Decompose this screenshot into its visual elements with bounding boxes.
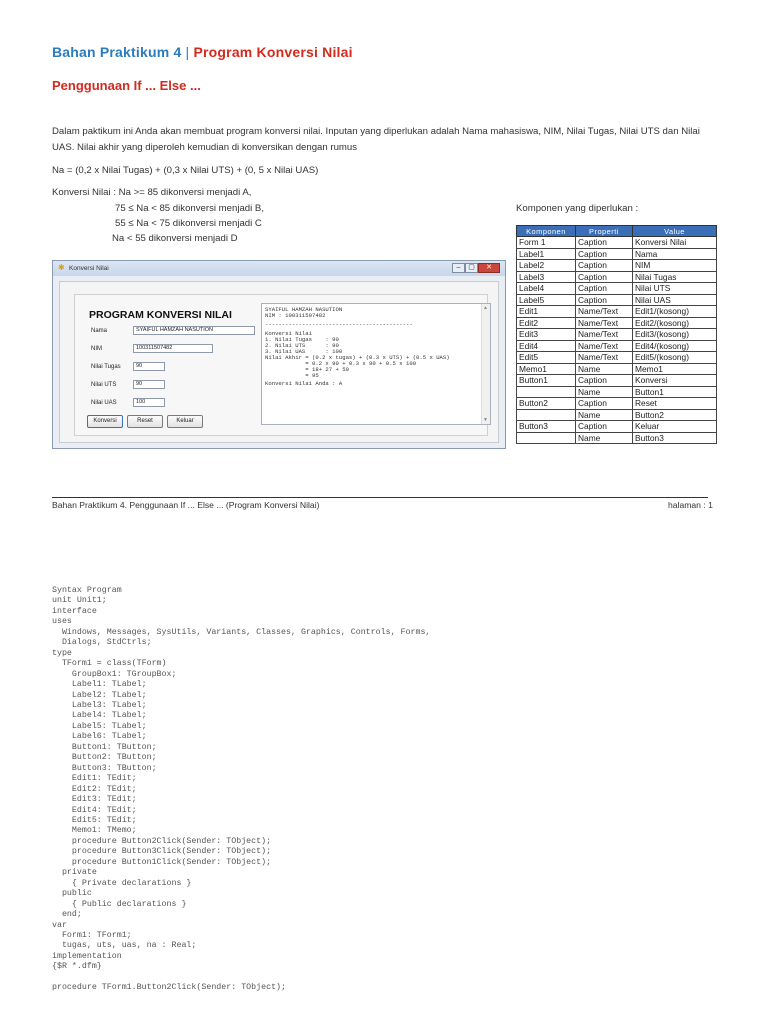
edit-nama[interactable]: SYAIFUL HAMZAH NASUTION: [133, 326, 255, 335]
group-box: [74, 294, 488, 436]
code-line: Label3: TLabel;: [52, 700, 147, 710]
document-subtitle: Penggunaan If ... Else ...: [52, 78, 201, 93]
label-uas: Nilai UAS: [91, 400, 117, 406]
cell-komponen: Button2: [517, 398, 576, 410]
table-row: [517, 271, 717, 283]
cell-komponen: Label5: [517, 294, 576, 306]
code-line: Button1: TButton;: [52, 742, 157, 752]
edit-tugas[interactable]: 90: [133, 362, 165, 371]
table-row: [517, 409, 717, 421]
memo-line: NIM : 100311507482: [265, 312, 326, 319]
app-icon: ✱: [58, 263, 65, 272]
cell-value: Button3: [633, 432, 717, 444]
code-line: { Public declarations }: [52, 899, 187, 909]
window-titlebar: [53, 261, 505, 276]
table-header-row: [517, 226, 717, 237]
edit-uts[interactable]: 90: [133, 380, 165, 389]
code-line: Label4: TLabel;: [52, 711, 147, 721]
komponen-table: [516, 225, 717, 444]
code-line: tugas, uts, uas, na : Real;: [52, 941, 197, 951]
code-line: Edit3: TEdit;: [52, 795, 137, 805]
cell-komponen: Button1: [517, 375, 576, 387]
label-nim: NIM: [91, 346, 102, 352]
cell-komponen: Edit5: [517, 352, 576, 364]
code-line: var: [52, 920, 67, 930]
code-line: Edit2: TEdit;: [52, 784, 137, 794]
code-line: GroupBox1: TGroupBox;: [52, 669, 177, 679]
table-row: [517, 340, 717, 352]
cell-komponen: Edit1: [517, 306, 576, 318]
minimize-button[interactable]: –: [452, 263, 465, 273]
table-row: [517, 375, 717, 387]
cell-properti: Name/Text: [576, 306, 633, 318]
code-line: implementation: [52, 951, 122, 961]
header-komponen: Komponen: [517, 226, 576, 237]
memo-scrollbar[interactable]: [481, 304, 490, 424]
memo-line: 2. Nilai UTS : 90: [265, 342, 339, 349]
cell-value: Keluar: [633, 421, 717, 433]
cell-value: Edit3/(kosong): [633, 329, 717, 341]
cell-properti: Caption: [576, 260, 633, 272]
memo-line: Nilai Akhir = (0.2 x tugas) + (0.3 x UTS) + (0.5 x UAS): [265, 354, 450, 361]
code-line: Label1: TLabel;: [52, 680, 147, 690]
code-line: Label5: TLabel;: [52, 721, 147, 731]
konversi-line-3: 55 ≤ Na < 75 dikonversi menjadi C: [115, 218, 262, 229]
cell-value: Edit4/(kosong): [633, 340, 717, 352]
table-row: [517, 421, 717, 433]
cell-properti: Name: [576, 432, 633, 444]
code-line: interface: [52, 606, 97, 616]
code-line: procedure TForm1.Button2Click(Sender: TObject);: [52, 983, 287, 993]
label-uts: Nilai UTS: [91, 382, 117, 388]
memo-line: 1. Nilai Tugas : 90: [265, 336, 339, 343]
memo-line: Konversi Nilai: [265, 330, 312, 337]
cell-komponen: Label4: [517, 283, 576, 295]
code-line: end;: [52, 910, 82, 920]
cell-properti: Caption: [576, 294, 633, 306]
table-row: [517, 363, 717, 375]
cell-properti: Caption: [576, 248, 633, 260]
konversi-window: [52, 260, 506, 449]
cell-properti: Caption: [576, 237, 633, 249]
reset-button[interactable]: Reset: [127, 415, 163, 428]
maximize-button[interactable]: ▢: [465, 263, 478, 273]
table-row: [517, 432, 717, 444]
formula-text: Na = (0,2 x Nilai Tugas) + (0,3 x Nilai UTS) + (0, 5 x Nilai UAS): [52, 165, 319, 176]
cell-properti: Caption: [576, 398, 633, 410]
cell-properti: Name/Text: [576, 340, 633, 352]
cell-value: Memo1: [633, 363, 717, 375]
code-line: Syntax Program: [52, 586, 122, 595]
table-row: [517, 329, 717, 341]
code-line: Label6: TLabel;: [52, 732, 147, 742]
cell-komponen: [517, 409, 576, 421]
memo-output[interactable]: [261, 303, 491, 425]
code-line: private: [52, 868, 97, 878]
cell-properti: Caption: [576, 283, 633, 295]
footer-divider: [52, 497, 708, 498]
table-row: [517, 260, 717, 272]
code-line: TForm1 = class(TForm): [52, 659, 167, 669]
edit-uas[interactable]: 100: [133, 398, 165, 407]
cell-komponen: [517, 432, 576, 444]
cell-komponen: Edit4: [517, 340, 576, 352]
konversi-line-1: Konversi Nilai : Na >= 85 dikonversi menjadi A,: [52, 187, 252, 198]
code-listing: [52, 586, 430, 994]
table-row: [517, 283, 717, 295]
cell-value: Edit1/(kosong): [633, 306, 717, 318]
code-line: type: [52, 648, 72, 658]
cell-value: NIM: [633, 260, 717, 272]
cell-properti: Name: [576, 363, 633, 375]
cell-value: Nilai UAS: [633, 294, 717, 306]
window-title: Konversi Nilai: [69, 265, 109, 272]
memo-line: --------------------------------------------: [265, 321, 413, 328]
table-row: [517, 248, 717, 260]
code-line: Windows, Messages, SysUtils, Variants, Classes, Graphics, Controls, Forms,: [52, 627, 431, 637]
edit-nim[interactable]: 100311507482: [133, 344, 213, 353]
label-tugas: Nilai Tugas: [91, 364, 121, 370]
memo-line: = 0.2 x 90 + 0.3 x 90 + 0.5 x 100: [265, 360, 417, 367]
table-row: [517, 306, 717, 318]
code-line: {$R *.dfm}: [52, 962, 102, 972]
code-line: Dialogs, StdCtrls;: [52, 638, 152, 648]
konversi-line-4: Na < 55 dikonversi menjadi D: [112, 233, 238, 244]
scroll-down-icon[interactable]: ▼: [483, 417, 488, 423]
code-line: public: [52, 889, 92, 899]
cell-properti: Caption: [576, 421, 633, 433]
window-client-area: [59, 281, 499, 443]
code-line: procedure Button1Click(Sender: TObject);: [52, 857, 272, 867]
keluar-button[interactable]: Keluar: [167, 415, 203, 428]
cell-value: Edit2/(kosong): [633, 317, 717, 329]
cell-properti: Name/Text: [576, 352, 633, 364]
cell-value: Nilai Tugas: [633, 271, 717, 283]
cell-value: Nama: [633, 248, 717, 260]
program-title: PROGRAM KONVERSI NILAI: [89, 309, 232, 321]
code-line: { Private declarations }: [52, 878, 192, 888]
cell-komponen: Edit2: [517, 317, 576, 329]
cell-komponen: Form 1: [517, 237, 576, 249]
konversi-line-2: 75 ≤ Na < 85 dikonversi menjadi B,: [115, 203, 264, 214]
cell-komponen: Label1: [517, 248, 576, 260]
table-row: [517, 294, 717, 306]
code-line: Edit1: TEdit;: [52, 774, 137, 784]
label-nama: Nama: [91, 328, 108, 334]
code-line: Edit5: TEdit;: [52, 815, 137, 825]
memo-line: SYAIFUL HAMZAH NASUTION: [265, 306, 343, 313]
scroll-up-icon[interactable]: ▲: [483, 305, 488, 311]
memo-line: Konversi Nilai Anda : A: [265, 380, 343, 387]
code-line: procedure Button2Click(Sender: TObject);: [52, 836, 272, 846]
page-number: halaman : 1: [668, 500, 713, 510]
table-row: [517, 237, 717, 249]
document-title: [52, 44, 353, 60]
header-value: Value: [633, 226, 717, 237]
cell-properti: Name: [576, 386, 633, 398]
title-part-2: Program Konversi Nilai: [193, 44, 353, 60]
code-line: Form1: TForm1;: [52, 930, 132, 940]
cell-value: Konversi: [633, 375, 717, 387]
code-line: Edit4: TEdit;: [52, 805, 137, 815]
cell-value: Konversi Nilai: [633, 237, 717, 249]
cell-value: Edit5/(kosong): [633, 352, 717, 364]
cell-value: Reset: [633, 398, 717, 410]
cell-komponen: Edit3: [517, 329, 576, 341]
intro-paragraph: Dalam paktikum ini Anda akan membuat program konversi nilai. Inputan yang diperlukan adalah Nama mahasiswa, NIM, Nilai Tugas, Nilai UTS dan Nilai UAS. Nilai akhir yang diperoleh kemudian di konversikan dengan rumus: [52, 126, 700, 153]
cell-properti: Name/Text: [576, 317, 633, 329]
memo-line: = 95: [265, 372, 319, 379]
cell-komponen: Label3: [517, 271, 576, 283]
komponen-title: Komponen yang diperlukan :: [516, 203, 639, 214]
cell-properti: Name: [576, 409, 633, 421]
table-row: [517, 317, 717, 329]
title-separator: |: [181, 44, 194, 60]
header-properti: Properti: [576, 226, 633, 237]
cell-value: Button1: [633, 386, 717, 398]
code-line: Button3: TButton;: [52, 763, 157, 773]
table-row: [517, 386, 717, 398]
cell-komponen: Label2: [517, 260, 576, 272]
table-row: [517, 352, 717, 364]
cell-komponen: Memo1: [517, 363, 576, 375]
cell-properti: Caption: [576, 375, 633, 387]
table-body: [517, 237, 717, 444]
memo-line: = 18+ 27 + 50: [265, 366, 349, 373]
code-line: uses: [52, 617, 72, 627]
cell-komponen: [517, 386, 576, 398]
code-line: Label2: TLabel;: [52, 690, 147, 700]
close-button[interactable]: ✕: [478, 263, 500, 273]
cell-value: Nilai UTS: [633, 283, 717, 295]
cell-properti: Caption: [576, 271, 633, 283]
cell-komponen: Button3: [517, 421, 576, 433]
code-line: [52, 973, 430, 983]
code-line: unit Unit1;: [52, 596, 107, 606]
code-line: procedure Button3Click(Sender: TObject);: [52, 847, 272, 857]
code-line: Memo1: TMemo;: [52, 826, 137, 836]
cell-value: Button2: [633, 409, 717, 421]
konversi-button[interactable]: Konversi: [87, 415, 123, 428]
code-line: Button2: TButton;: [52, 753, 157, 763]
cell-properti: Name/Text: [576, 329, 633, 341]
table-row: [517, 398, 717, 410]
memo-line: 3. Nilai UAS : 100: [265, 348, 343, 355]
title-part-1: Bahan Praktikum 4: [52, 44, 182, 60]
footer-text: Bahan Praktikum 4. Penggunaan If ... Else ... (Program Konversi Nilai): [52, 500, 320, 510]
